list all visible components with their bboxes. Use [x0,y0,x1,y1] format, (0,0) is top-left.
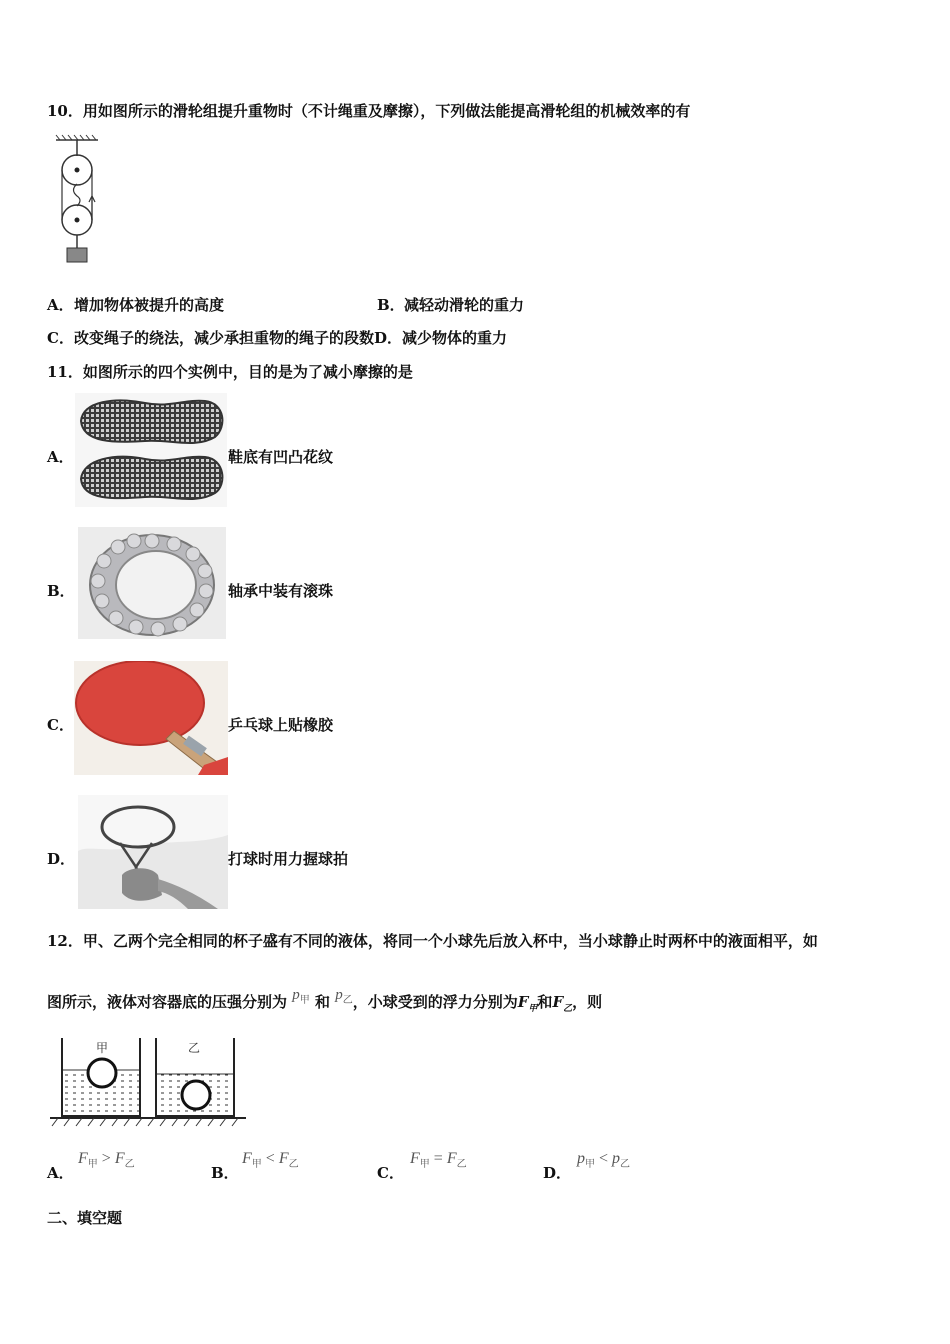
q12-stem-line2 [47,987,603,1019]
q10-option-c-label: C． [47,329,74,347]
bearing-image [78,527,226,639]
q12-option-a-label: A． [47,1164,74,1182]
q10-option-d-text: 减少物体的重力 [401,329,507,347]
q12-option-b-label: B． [211,1164,239,1182]
q11-option-c-label: C． [47,716,74,734]
pulley-diagram [52,134,102,266]
cup-label-yi: 乙 [188,1041,201,1055]
q12-option-d-label: D． [543,1164,572,1182]
q10-option-a-text: 增加物体被提升的高度 [74,296,225,314]
q12-symbol-p-yi: $p_乙$ [335,987,353,1006]
q11-option-a-label: A． [47,448,74,466]
q11-option-d-label: D． [47,850,76,868]
q12-option-b-expr: $F_甲 < F_乙$ [242,1150,299,1171]
q12-option-c-expr: $F_甲 = F_乙$ [410,1150,467,1171]
q12-option-c-label: C． [377,1164,404,1182]
q10-options-cd [47,328,507,348]
q12-and-1: 和 [314,993,330,1011]
q11-option-b-text: 轴承中装有滚珠 [228,582,334,600]
q12-and-2: 和 [537,993,553,1011]
q11-option-d-text: 打球时用力握球拍 [228,850,349,868]
shoe-sole-image [75,393,227,507]
q11-option-b-label: B． [47,582,75,600]
q10-stem: 10．用如图所示的滑轮组提升重物时（不计绳重及摩擦），下列做法能提高滑轮组的机械效率的有 [47,102,691,120]
cups-diagram [48,1036,248,1128]
section-2-title: 二、填空题 [47,1209,123,1227]
q12-symbol-F-jia: $F_甲$ [517,993,538,1014]
q12-stem-part-b: ，小球受到的浮力分别为 [352,993,518,1011]
cup-label-jia: 甲 [96,1041,109,1055]
q12-stem-part-a: 图所示，液体对容器底的压强分别为 [47,993,288,1011]
q10-option-b-text: 减轻动滑轮的重力 [404,296,525,314]
q12-symbol-F-yi: $F_乙$ [552,993,573,1014]
q12-stem-line1: 12．甲、乙两个完全相同的杯子盛有不同的液体，将同一个小球先后放入杯中，当小球静止时两杯中的液面相平，如 [47,932,818,950]
q12-option-a-expr: $F_甲 > F_乙$ [78,1150,135,1171]
q10-option-a-label: A． [47,296,74,314]
q11-option-c-text: 乒乓球上贴橡胶 [228,716,334,734]
q12-option-d-expr: $p_甲 < p_乙$ [577,1150,631,1171]
q10-option-d-label: D． [373,329,402,347]
racket-image [78,795,228,909]
q12-symbol-p-jia: $p_甲$ [292,987,310,1006]
q11-option-a-text: 鞋底有凹凸花纹 [228,448,334,466]
q10-option-b-label: B． [377,296,405,314]
paddle-image [74,661,228,775]
q10-option-c-text: 改变绳子的绕法，减少承担重物的绳子的段数 [73,329,374,347]
q12-stem-part-c: ，则 [572,993,603,1011]
q11-stem: 11．如图所示的四个实例中，目的是为了减小摩擦的是 [47,363,413,381]
